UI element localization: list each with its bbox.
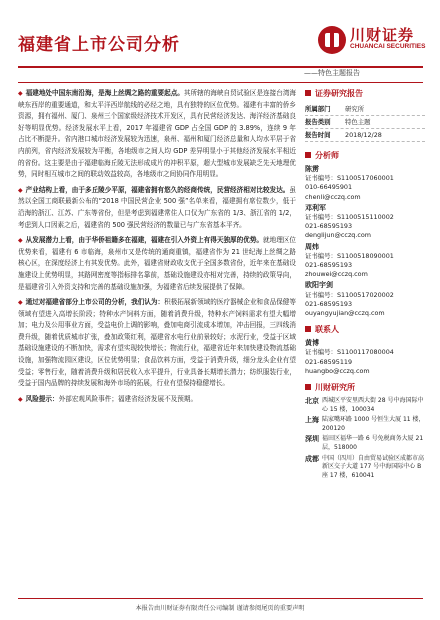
bullet-icon: ◆ bbox=[18, 395, 23, 403]
report-subtitle: ——特色主题报告 bbox=[304, 69, 360, 77]
office-chengdu: 成都 中国（四川）自由贸易试验区成都市高新区交子大道 177 号中海国际中心 B 座 17 楼，610041 bbox=[305, 454, 425, 479]
paragraph-5: ◆ 风险提示：外部宏观风险事件；福建省经济发展不及预期。 bbox=[18, 394, 198, 403]
square-icon bbox=[305, 90, 311, 96]
subheader-rule bbox=[18, 82, 423, 83]
footer-rule bbox=[18, 598, 423, 599]
header-rule bbox=[18, 66, 423, 68]
office-heading: 川财研究所 bbox=[305, 382, 425, 393]
contact-heading: 联系人 bbox=[305, 324, 425, 335]
info-row-date: 报告时间 2018/12/28 bbox=[305, 129, 425, 142]
office-list bbox=[305, 397, 425, 480]
office-shanghai: 上海 陆家嘴环路 1000 号恒生大厦 11 楼，200120 bbox=[305, 416, 425, 432]
chuancai-logo-icon bbox=[318, 26, 346, 54]
office-beijing: 北京 西城区平安里西大街 28 号中海国际中心 15 楼，100034 bbox=[305, 397, 424, 413]
analyst-1: 陈雳 证书编号：S1100517060001 010-66495901 chenli@cczq.com bbox=[305, 165, 394, 201]
info-row-department: 所属部门 研究所 bbox=[305, 103, 425, 116]
paragraph-1: ◆ 福建地处中国东南沿海，是海上丝绸之路的重要起点。其所辖的海峡自贸试验区是连接台湾海峡东西岸的重要通道，和太平洋西岸航线的必经之地，具有独特的区位优势。福建有丰富的侨乡资源，拥有福州、厦门、泉州三个国家级经济技术开发区，具有民营经济发达、海洋经济基础良好等明显优势。经济发展水平上看，2017 年福建省 GDP 占全国 GDP 的 3.89%，连续 9 年占比不断提升。省内港口城市经济发展较为迅速，泉州、福州和厦门经济总量和人均水平居于省内前列，省内经济发展较为平衡，各地级市之间人均 GDP 差异明显小于其他经济发展水平相近的省份。这主要是由于福建临海丘陵无法形成成片的冲积平原，超大型城市发展缺乏先天地理优势，同时相互城市之间的联动效益较高，各地级市之间协同作用明显。 bbox=[18, 89, 297, 179]
paragraph-2: ◆ 产业结构上看，由于多丘陵少平原，福建省拥有悠久的经商传统，民营经济相对比较发达。虽然以全国工商联最新公布的“2018 中国民营企业 500 强”名单来看，福建拥有席位数少，低于沿海的浙江、江苏、广东等省份，但是考虑到福建常住人口仅为广东省的 1/3、浙江省的 1/2，考虑到人口因素之后，福建省的 500 强民营经济的数量已与广东省基本平齐。 bbox=[18, 185, 296, 229]
square-icon bbox=[305, 326, 311, 332]
paragraph-4: ◆ 通过对福建省部分上市公司的分析，我们认为：积极拓展新领域的医疗器械企业和食品保健等领域有望进入高增长阶段；特种水产饲料方面，随着消费升级，特种水产饲料需求有望大幅增加；电力及公用事业方面，受益电价上调的影响，叠加电商引流成本增加，冲击回报，三四线消费升级，随着优质城市扩张，叠加政策红利，福建省水电行业前景较好；水泥行业，受益于区域基础设施建设的不断加快，需求有望实现较快增长；物流行业，福建省近年来加快建设物流基础设施，加强物流园区建设，区位优势明显；食品饮料方面，受益于消费升级，细分龙头企业有望受益；零售行业，随着消费升级和居民收入水平提升，行业具备长期增长潜力；纺织服装行业，受益于国内品牌的持续发展和海外市场的拓展，行业有望保持稳健增长。 bbox=[18, 298, 296, 388]
main-body bbox=[18, 88, 296, 409]
logo-en-text: CHUANCAI SECURITIES bbox=[350, 43, 426, 50]
bullet-icon: ◆ bbox=[18, 186, 23, 194]
analyst-2: 邓利军 证书编号：S1100515110002 021-68595193 denglijun@cczq.com bbox=[305, 203, 394, 240]
bullet-icon: ◆ bbox=[18, 237, 23, 245]
company-logo bbox=[318, 22, 430, 62]
info-row-type: 报告类别 特色主题 bbox=[305, 116, 425, 129]
report-title: 福建省上市公司分析 bbox=[18, 35, 180, 55]
office-shenzhen: 深圳 福田区福华一路 6 号免税商务大厦 21 层，518000 bbox=[305, 435, 424, 452]
paragraph-3: ◆ 从发展潜力上看，由于华侨祖籍多在福建，福建在引入外资上有得天独厚的优势。就地理区位优势来看，福建有 6 市临海，泉州市又是传统的通商重镇，福建省作为 21 世纪海上丝绸之路核心区，在深度经济上有其发优势。此外，福建省财政收支优于全国多数省份，近年来在基础设施建设上优势明显，其路网密度等指标排名靠前，基础设施建设亦相对完善，持续的政策导向，是福建省引入外资支持和完善的基础设施加强，为福建省后续发展提供了保障。 bbox=[18, 236, 297, 291]
report-info-heading: 证券研究报告 bbox=[305, 88, 425, 99]
analyst-4: 欧阳宇剑 证书编号：S1100517020002 021-68595193 ouyangyujian@cczq.com bbox=[305, 281, 394, 318]
footer-disclaimer: 本报告由川财证券有限责任公司编制 谨请参阅尾页的重要声明 bbox=[135, 605, 305, 612]
logo-cn-text: 川财证券 bbox=[350, 26, 415, 44]
analyst-heading: 分析师 bbox=[305, 150, 425, 161]
analyst-3: 周炜 证书编号：S1100518090001 021-68595193 zhouwei@cczq.com bbox=[305, 242, 394, 279]
bullet-icon: ◆ bbox=[18, 90, 23, 97]
contact-1: 黄博 证书编号：S1100117080004 021-68595119 huangbo@cczq.com bbox=[305, 339, 394, 375]
square-icon bbox=[305, 152, 311, 158]
sidebar bbox=[305, 88, 425, 482]
square-icon bbox=[305, 384, 311, 390]
bullet-icon: ◆ bbox=[18, 299, 23, 307]
